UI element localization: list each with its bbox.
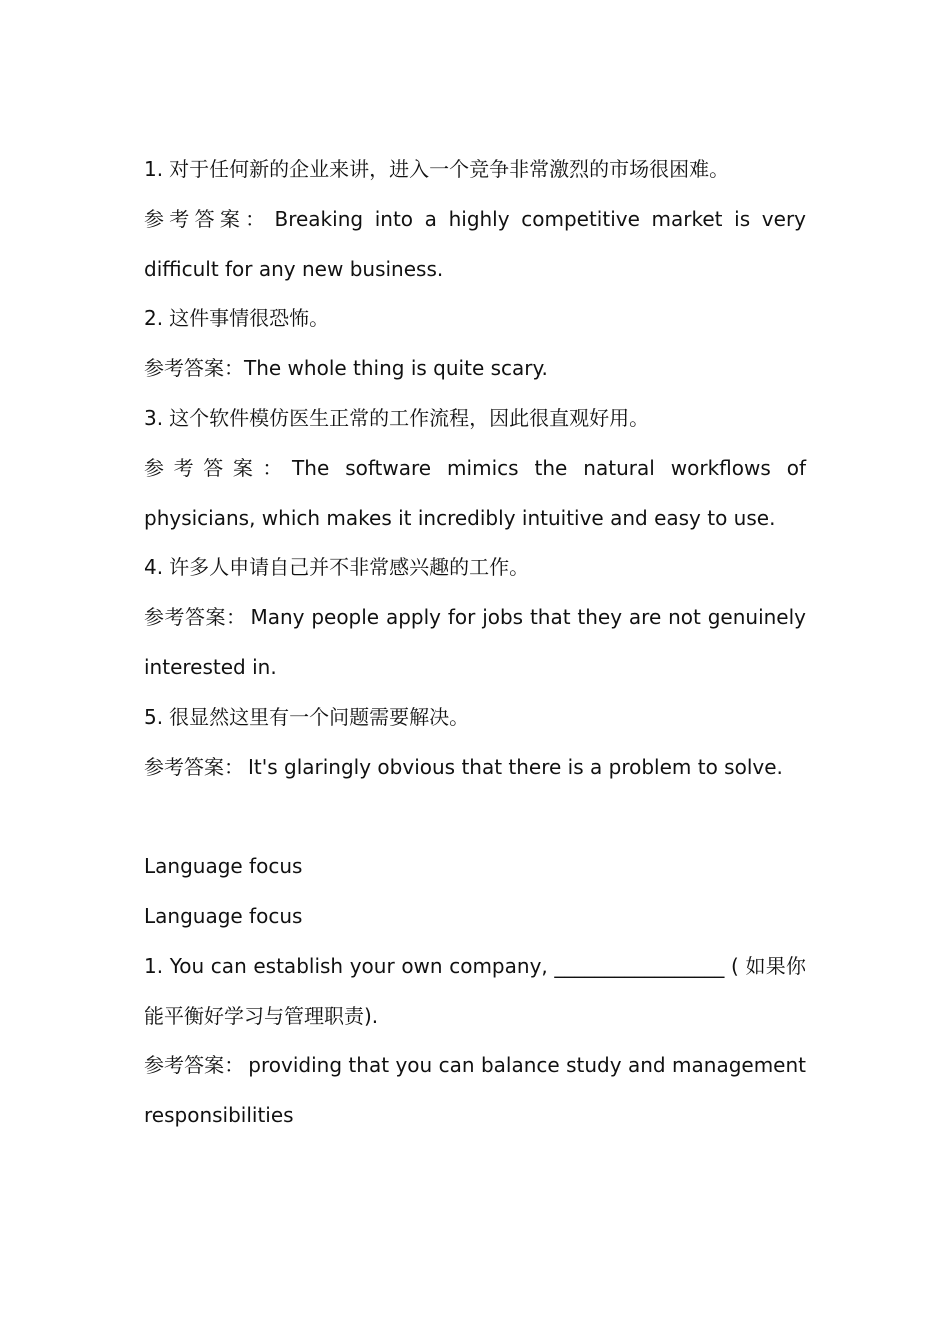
question-text: 许多人申请自己并不非常感兴趣的工作。 (169, 555, 530, 580)
question-5 (144, 693, 806, 743)
answer-label: 参考答案： (144, 754, 244, 779)
question-number: 3. (144, 405, 164, 430)
question-text: 对于任何新的企业来讲，进入一个竞争非常激烈的市场很困难。 (169, 157, 730, 181)
question-2 (144, 294, 806, 344)
answer-text: The software mimics the natural workflows of physicians, which makes it incredibly intuitive and easy to use. (144, 455, 807, 530)
answer-text: Breaking into a highly competitive market is very difficult for any new business. (144, 206, 806, 281)
exercise-1-answer (144, 1041, 806, 1141)
section-spacer (144, 792, 806, 842)
answer-2 (144, 344, 806, 394)
question-text: 这件事情很恐怖。 (169, 306, 330, 331)
answer-label: 参考答案： (144, 356, 244, 381)
question-3 (144, 394, 806, 444)
question-1 (144, 145, 806, 195)
answer-text: providing that you can balance study and management responsibilities (144, 1053, 806, 1128)
answer-1 (144, 195, 806, 295)
document-page (144, 145, 806, 1141)
question-4 (144, 543, 806, 593)
question-number: 1. (144, 157, 164, 181)
question-number: 5. (144, 704, 164, 729)
answer-4 (144, 593, 806, 693)
question-number: 2. (144, 306, 164, 331)
answer-text: The whole thing is quite scary. (244, 356, 548, 381)
answer-text: Many people apply for jobs that they are not genuinely interested in. (144, 605, 806, 679)
exercise-1-question: 1. You can establish your own company, _________________ ( 如果你能平衡好学习与管理职责). (144, 953, 806, 1028)
section-subheading: Language focus (144, 903, 303, 928)
answer-label: 参考答案： (144, 605, 247, 630)
answer-label: 参考答案： (144, 1053, 245, 1078)
answer-label: 参考答案： (144, 455, 293, 480)
question-text: 这个软件模仿医生正常的工作流程，因此很直观好用。 (169, 405, 650, 430)
answer-3 (144, 444, 806, 544)
question-text: 很显然这里有一个问题需要解决。 (169, 704, 470, 729)
answer-label: 参考答案： (144, 206, 271, 231)
answer-5 (144, 743, 806, 793)
answer-text: It's glaringly obvious that there is a problem to solve. (248, 754, 783, 779)
section-heading: Language focus (144, 854, 303, 879)
question-number: 4. (144, 555, 164, 580)
